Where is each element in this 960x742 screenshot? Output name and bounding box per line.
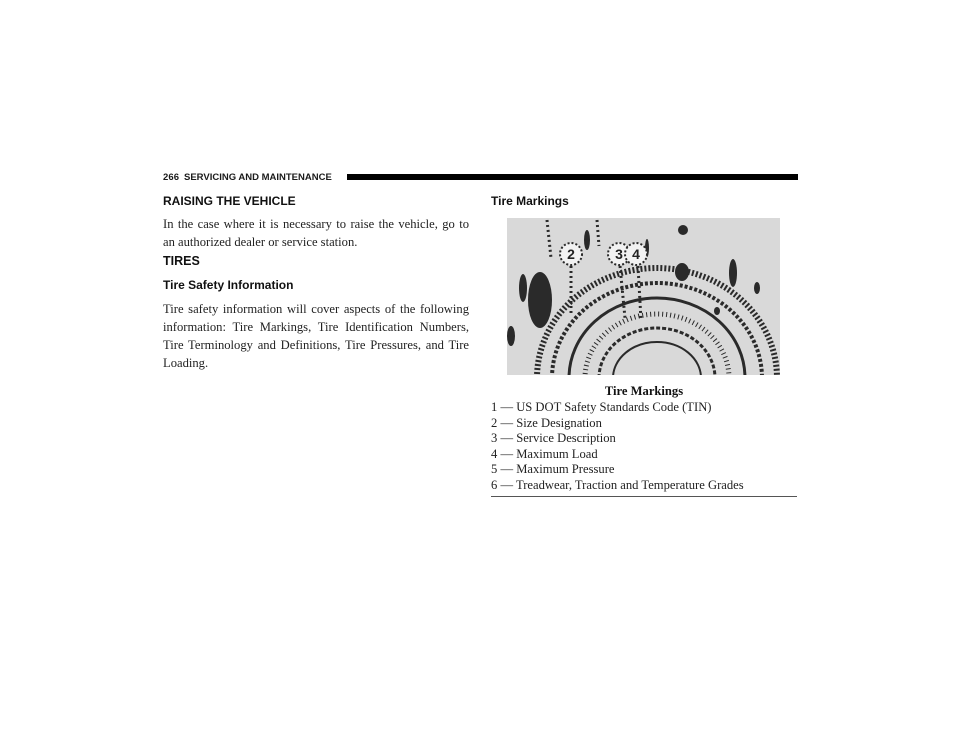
figure-caption: Tire Markings	[604, 384, 684, 398]
legend-item-2: 2 — Size Designation	[491, 415, 602, 430]
tire-markings-figure	[507, 218, 780, 375]
tire-illustration	[507, 218, 780, 375]
raising-heading: RAISING THE VEHICLE	[163, 194, 296, 208]
tire-safety-heading: Tire Safety Information	[163, 278, 294, 292]
tire-safety-paragraph: Tire safety information will cover aspects of the following information: Tire Markings, Tire Identification Numbers, Tire Terminology and Definitions, Tire Pressures, and Tire Loading.	[163, 302, 469, 370]
figure-legend	[491, 400, 797, 497]
raising-paragraph: In the case where it is necessary to raise the vehicle, go to an authorized dealer or service station.	[163, 217, 469, 249]
legend-item-6: 6 — Treadwear, Traction and Temperature Grades	[491, 477, 744, 492]
tires-heading: TIRES	[163, 254, 200, 268]
legend-item-1: 1 — US DOT Safety Standards Code (TIN)	[491, 400, 712, 414]
callout-4: 4	[632, 246, 640, 262]
section-title: SERVICING AND MAINTENANCE	[184, 172, 332, 183]
legend-item-5: 5 — Maximum Pressure	[491, 462, 615, 477]
callout-2: 2	[567, 246, 575, 262]
page-header	[163, 172, 798, 184]
legend-item-4: 4 — Maximum Load	[491, 446, 598, 461]
tire-markings-heading: Tire Markings	[491, 194, 569, 208]
header-rule	[347, 174, 798, 180]
page-number: 266	[163, 172, 180, 183]
callout-3: 3	[615, 246, 623, 262]
legend-item-3: 3 — Service Description	[491, 431, 616, 446]
